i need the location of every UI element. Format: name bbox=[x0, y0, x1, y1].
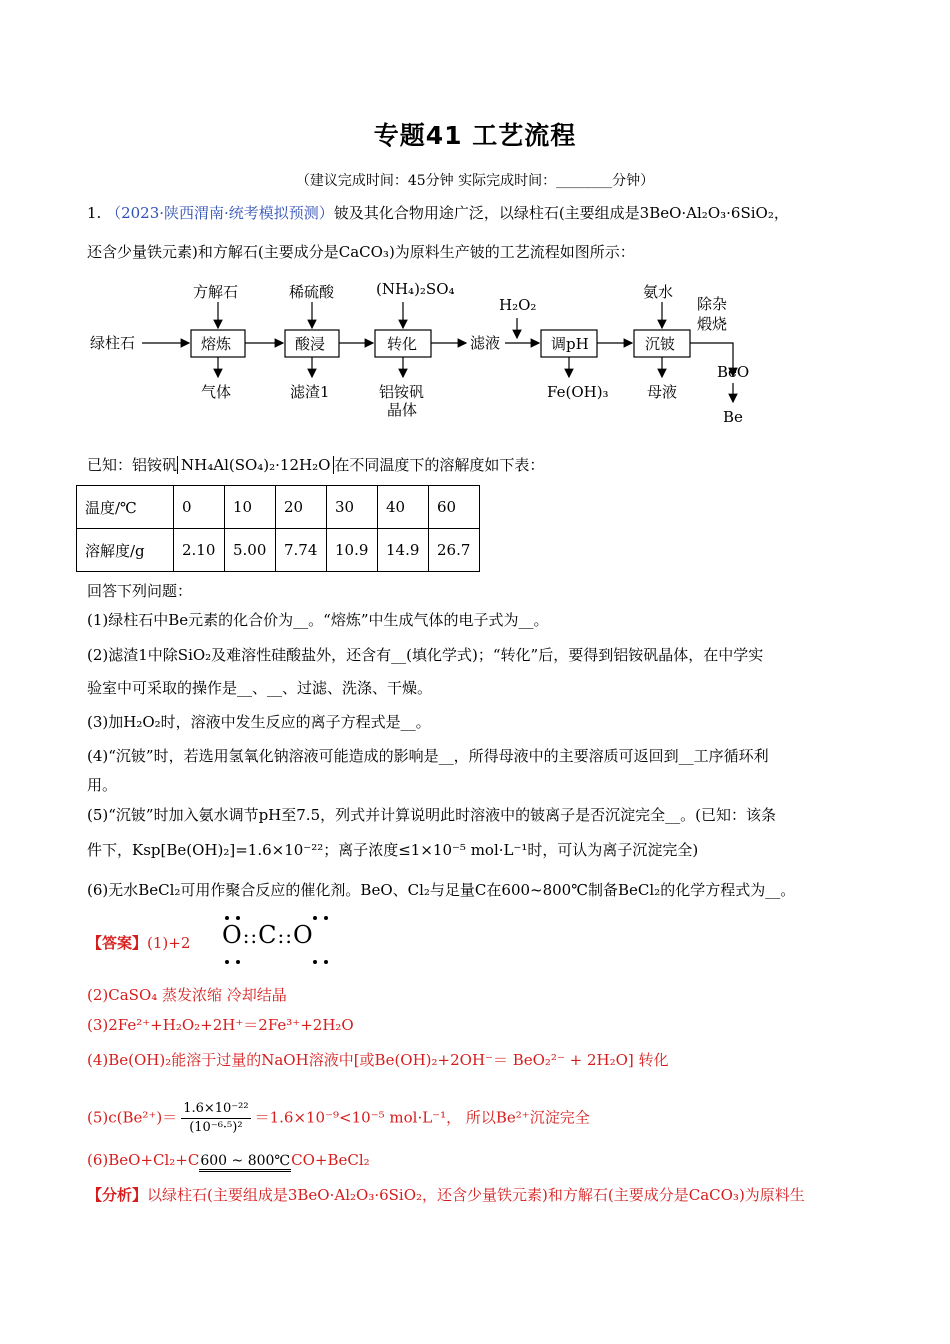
process-flow-diagram bbox=[85, 280, 785, 430]
table-cell: 20 bbox=[276, 486, 327, 529]
flow-final-step-2: 煅烧 bbox=[697, 315, 728, 333]
table-cell: 14.9 bbox=[378, 529, 429, 572]
question-intro-line1 bbox=[87, 203, 867, 223]
flow-step-2: 酸浸 bbox=[295, 335, 326, 353]
answer-2: (2)CaSO₄ 蒸发浓缩 冷却结晶 bbox=[87, 986, 287, 1004]
flow-byproduct-crystal: 晶体 bbox=[387, 401, 418, 419]
lewis-lone-pairs bbox=[222, 914, 342, 966]
question-2-line1: (2)滤渣1中除SiO₂及难溶性硅酸盐外，还含有__(填化学式)；“转化”后，要得到铝铵矾晶体，在中学实 bbox=[87, 646, 764, 664]
flow-reagent-2: 稀硫酸 bbox=[289, 283, 335, 301]
question-4-line1: (4)“沉铍”时，若选用氢氧化钠溶液可能造成的影响是__，所得母液中的主要溶质可返回到__工序循环利 bbox=[87, 747, 769, 765]
question-5-line2: 件下，Ksp[Be(OH)₂]=1.6×10⁻²²；离子浓度≤1×10⁻⁵ mol·L⁻¹时，可认为离子沉淀完全) bbox=[87, 841, 699, 859]
known-suffix: 在不同温度下的溶解度如下表： bbox=[334, 456, 545, 474]
table-cell: 溶解度/g bbox=[77, 529, 174, 572]
flow-byproduct-feoh3: Fe(OH)₃ bbox=[547, 383, 609, 401]
answer-label: 【答案】 bbox=[87, 934, 148, 952]
flow-reagent-1: 方解石 bbox=[193, 283, 239, 301]
table-cell: 10.9 bbox=[327, 529, 378, 572]
answer-6-prefix: (6)BeO+Cl₂+C bbox=[87, 1151, 200, 1169]
flow-byproduct-alum: 铝铵矾 bbox=[379, 383, 425, 401]
answer-5-fraction bbox=[181, 1100, 250, 1137]
lewis-bond: :: bbox=[277, 924, 294, 948]
flow-byproduct-mother-liquor: 母液 bbox=[647, 383, 678, 401]
table-row bbox=[77, 529, 480, 572]
question-6: (6)无水BeCl₂可用作聚合反应的催化剂。BeO、Cl₂与足量C在600~800℃制备BeCl₂的化学方程式为__。 bbox=[87, 881, 796, 899]
question-1: (1)绿柱石中Be元素的化合价为__。“熔炼”中生成气体的电子式为__。 bbox=[87, 611, 549, 629]
table-cell: 7.74 bbox=[276, 529, 327, 572]
intro-text-a: 铍及其化合物用途广泛，以绿柱石(主要组成是 bbox=[333, 204, 640, 222]
flow-step-4: 调pH bbox=[551, 335, 589, 353]
flow-step-3: 转化 bbox=[387, 335, 418, 353]
flow-reagent-4: H₂O₂ bbox=[499, 296, 537, 314]
answer-line1 bbox=[87, 933, 867, 953]
flow-byproduct-gas: 气体 bbox=[201, 383, 232, 401]
flow-byproduct-residue: 滤渣1 bbox=[290, 383, 330, 401]
answer-5-suffix: ＝1.6×10⁻⁹<10⁻⁵ mol·L⁻¹， 所以Be²⁺沉淀完全 bbox=[254, 1108, 590, 1127]
lewis-atom-o: O bbox=[293, 921, 314, 949]
alum-formula: NH₄Al(SO₄)₂·12H₂O bbox=[177, 456, 334, 474]
fraction-denominator: (10⁻⁶·⁵)² bbox=[189, 1120, 243, 1135]
table-cell: 2.10 bbox=[174, 529, 225, 572]
fraction-numerator: 1.6×10⁻²² bbox=[181, 1100, 250, 1119]
solubility-table bbox=[76, 485, 480, 572]
answer-6 bbox=[87, 1150, 867, 1172]
question-intro-line2 bbox=[87, 242, 867, 262]
question-source: （2023·陕西渭南·统考模拟预测） bbox=[106, 204, 334, 222]
question-4-line2: 用。 bbox=[87, 776, 118, 794]
questions-lead: 回答下列问题： bbox=[87, 582, 193, 600]
page-title: 专题41 工艺流程 bbox=[373, 121, 577, 150]
table-cell: 温度/℃ bbox=[77, 486, 174, 529]
flow-product-be: Be bbox=[723, 408, 743, 426]
answer-3: (3)2Fe²⁺+H₂O₂+2H⁺＝2Fe³⁺+2H₂O bbox=[87, 1016, 354, 1034]
lewis-atom-o: O bbox=[222, 921, 243, 949]
time-note: （建议完成时间：45分钟 实际完成时间：________分钟） bbox=[295, 173, 655, 189]
table-cell: 10 bbox=[225, 486, 276, 529]
known-prefix: 已知：铝铵矾 bbox=[87, 456, 178, 474]
answer-1: (1)+2 bbox=[147, 934, 191, 952]
answer-5-prefix: (5)c(Be²⁺)＝ bbox=[87, 1108, 178, 1127]
flow-final-step-1: 除杂 bbox=[697, 295, 728, 313]
intro-text-b: 还含少量铁元素)和方解石(主要成分是 bbox=[87, 243, 339, 261]
question-number: 1. bbox=[87, 204, 102, 222]
lewis-bond: :: bbox=[242, 924, 259, 948]
beryl-formula: 3BeO·Al₂O₃·6SiO₂， bbox=[639, 204, 789, 222]
reaction-condition: 600 ~ 800℃ bbox=[199, 1153, 291, 1172]
table-cell: 60 bbox=[429, 486, 480, 529]
table-cell: 30 bbox=[327, 486, 378, 529]
intro-text-c: )为原料生产铍的工艺流程如图所示： bbox=[388, 243, 635, 261]
caco3-formula: CaCO₃ bbox=[338, 243, 389, 261]
table-cell: 0 bbox=[174, 486, 225, 529]
question-2-line2: 验室中可采取的操作是__、__、过滤、洗涤、干燥。 bbox=[87, 679, 433, 697]
answer-4: (4)Be(OH)₂能溶于过量的NaOH溶液中[或Be(OH)₂+2OH⁻＝ BeO₂²⁻ + 2H₂O] 转化 bbox=[87, 1051, 669, 1069]
question-5-line1: (5)“沉铍”时加入氨水调节pH至7.5，列式并计算说明此时溶液中的铍离子是否沉淀完全__。(已知：该条 bbox=[87, 806, 776, 824]
lewis-atom-c: C bbox=[258, 921, 278, 949]
answer-5 bbox=[87, 1100, 867, 1137]
answer-6-suffix: CO+BeCl₂ bbox=[291, 1151, 370, 1169]
question-3: (3)加H₂O₂时，溶液中发生反应的离子方程式是__。 bbox=[87, 713, 431, 731]
flow-step-5: 沉铍 bbox=[645, 335, 676, 353]
analysis-line bbox=[87, 1185, 867, 1205]
analysis-text: 以绿柱石(主要组成是3BeO·Al₂O₃·6SiO₂，还含少量铁元素)和方解石(主要成分是CaCO₃)为原料生 bbox=[147, 1186, 805, 1204]
table-row bbox=[77, 486, 480, 529]
flow-feed-label: 绿柱石 bbox=[90, 334, 136, 352]
flow-product-beo: BeO bbox=[717, 363, 750, 381]
flow-reagent-3: (NH₄)₂SO₄ bbox=[376, 280, 455, 298]
known-line bbox=[87, 455, 867, 475]
table-cell: 26.7 bbox=[429, 529, 480, 572]
flow-step-1: 熔炼 bbox=[201, 335, 232, 353]
table-cell: 40 bbox=[378, 486, 429, 529]
flow-filtrate-label: 滤液 bbox=[470, 334, 501, 352]
flow-reagent-5: 氨水 bbox=[643, 283, 674, 301]
analysis-label: 【分析】 bbox=[87, 1186, 148, 1204]
table-cell: 5.00 bbox=[225, 529, 276, 572]
